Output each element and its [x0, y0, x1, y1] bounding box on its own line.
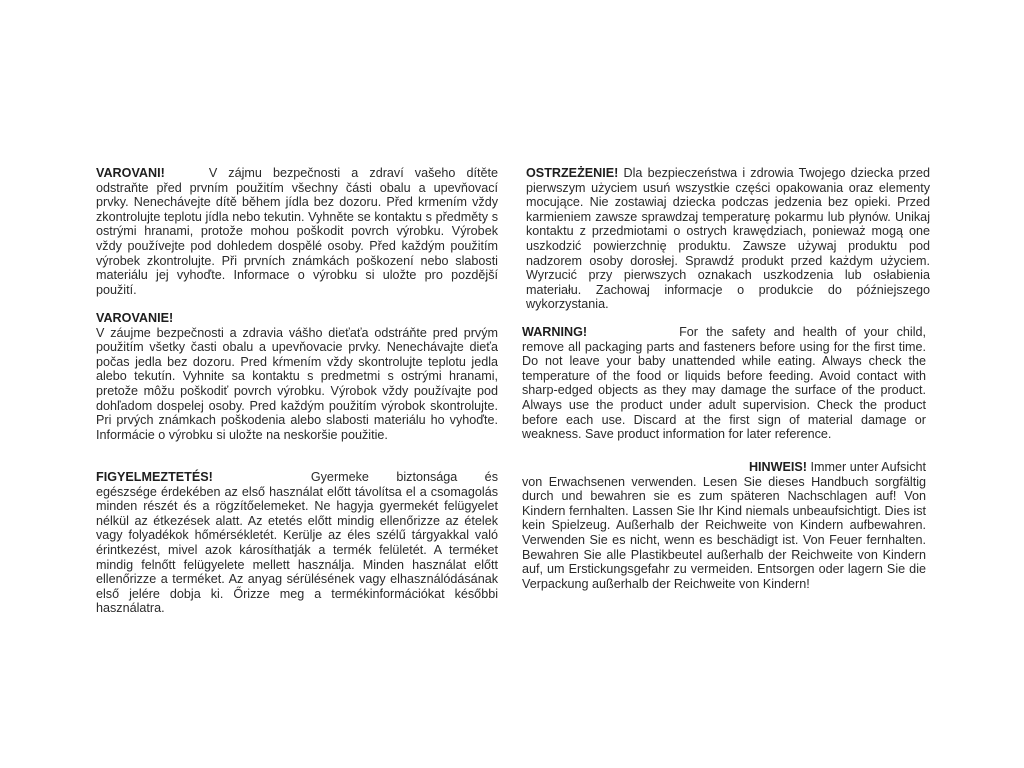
warning-text-english: For the safety and health of your child, remove all packaging parts and fasteners before using for the first time. Do not leave your baby unattended while eating. Always check the temperature of the food or liquids before feeding. Avoid contact with sharp-edged objects as they may damage the surface of the product. Always use the product under adult supervision. Check the product before each use. Discard at the first sign of material damage or weakness. Save product information for later reference.: [522, 325, 926, 442]
warning-heading-german: HINWEIS!: [748, 460, 808, 474]
warning-heading-czech: VAROVANI!: [96, 166, 165, 180]
warning-lead-german: Immer unter Aufsicht: [810, 460, 926, 474]
warning-heading-line-german: [522, 460, 926, 475]
warning-heading-hungarian: FIGYELMEZTETÉS!: [96, 470, 213, 484]
warning-text-czech: V zájmu bezpečnosti a zdraví vašeho dítěte odstraňte před prvním použitím všechny části obalu a upevňovací prvky. Nenechávejte dítě během jídla bez dozoru. Před krmením vždy zkontrolujte teplotu jídla nebo tekutin. Vyhněte se kontaktu s předměty s ostrými hranami, protože mohou poškodit povrch výrobku. Výrobek vždy používejte pod dohledem dospělé osoby. Před každým použitím výrobek zkontrolujte. Při prvních známkách poškození nebo slabosti materiálu jej vyhoďte. Informace o výrobku si uložte pro pozdější použití.: [96, 166, 498, 297]
warning-block-german: [522, 460, 926, 591]
warning-text-polish: Dla bezpieczeństwa i zdrowia Twojego dziecka przed pierwszym użyciem usuń wszystkie części opakowania oraz elementy mocujące. Nie zostawiaj dziecka podczas jedzenia bez opieki. Przed karmieniem zawsze sprawdzaj temperaturę pokarmu lub płynów. Unikaj kontaktu z przedmiotami o ostrych krawędziach, ponieważ mogą one uszkodzić powierzchnię produktu. Zawsze używaj produktu pod nadzorem osoby dorosłej. Sprawdź produkt przed każdym użyciem. Wyrzucić przy pierwszych oznakach uszkodzenia lub osłabienia materiału. Zachowaj informacje o produkcie do późniejszego wykorzystania.: [526, 166, 931, 312]
warning-text-slovak: V záujme bezpečnosti a zdravia vášho dieťaťa odstráňte pred prvým použitím všetky časti obalu a upevňovacie prvky. Nenechávajte dieťa počas jedla bez dozoru. Pred kŕmením vždy skontrolujte teplotu jedla alebo tekutín. Vyhnite sa kontaktu s predmetmi s ostrými hranami, pretože môžu poškodiť povrch výrobku. Výrobok vždy používajte pod dohľadom dospelej osoby. Pred každým použitím výrobok skontrolujte. Pri prvých známkach poškodenia alebo slabosti materiálu ho vyhoďte. Informácie o výrobku si uložte na neskoršie použitie.: [96, 325, 498, 442]
warning-block-english: [522, 325, 926, 442]
warning-text-german: von Erwachsenen verwenden. Lesen Sie dieses Handbuch sorgfältig durch und bewahren sie es zum späteren Nachschlagen auf! Von Kindern fernhalten. Lassen Sie Ihr Kind niemals unbeaufsichtigt. Dies ist kein Spielzeug. Außerhalb der Reichweite von Kindern aufbewahren. Verwenden Sie es nicht, wenn es beschädigt ist. Von Feuer fernhalten. Bewahren Sie alle Plastikbeutel außerhalb der Reichweite von Kindern auf, um Erstickungsgefahr zu vermeiden. Entsorgen oder lagern Sie die Verpackung außerhalb der Reichweite von Kindern!: [522, 474, 926, 591]
warning-block-polish: [526, 166, 930, 312]
warning-text-hungarian: Gyermeke biztonsága és egészsége érdekében az első használat előtt távolítsa el a csomagolás minden részét és a rögzítőelemeket. Ne hagyja gyermekét felügyelet nélkül az étkezések alatt. Az etetés előtt mindig ellenőrizze az ételek vagy folyadékok hőmérsékletét. Kerülje az éles szélű tárgyakkal való érintkezést, mivel azok károsíthatják a termék felületét. A terméket mindig felnőtt felügyelete mellett használja. Minden használat előtt ellenőrizze a terméket. Az anyag sérülésének vagy elhasználódásának első jelére dobja ki. Őrizze meg a termékinformációkat későbbi használatra.: [96, 470, 498, 616]
warning-block-czech: [96, 166, 498, 297]
warning-heading-slovak: VAROVANIE!: [96, 311, 174, 325]
warning-heading-polish: OSTRZEŻENIE!: [526, 166, 619, 180]
warning-block-hungarian: [96, 470, 498, 616]
warning-heading-english: WARNING!: [522, 325, 588, 339]
warning-block-slovak: [96, 311, 498, 442]
